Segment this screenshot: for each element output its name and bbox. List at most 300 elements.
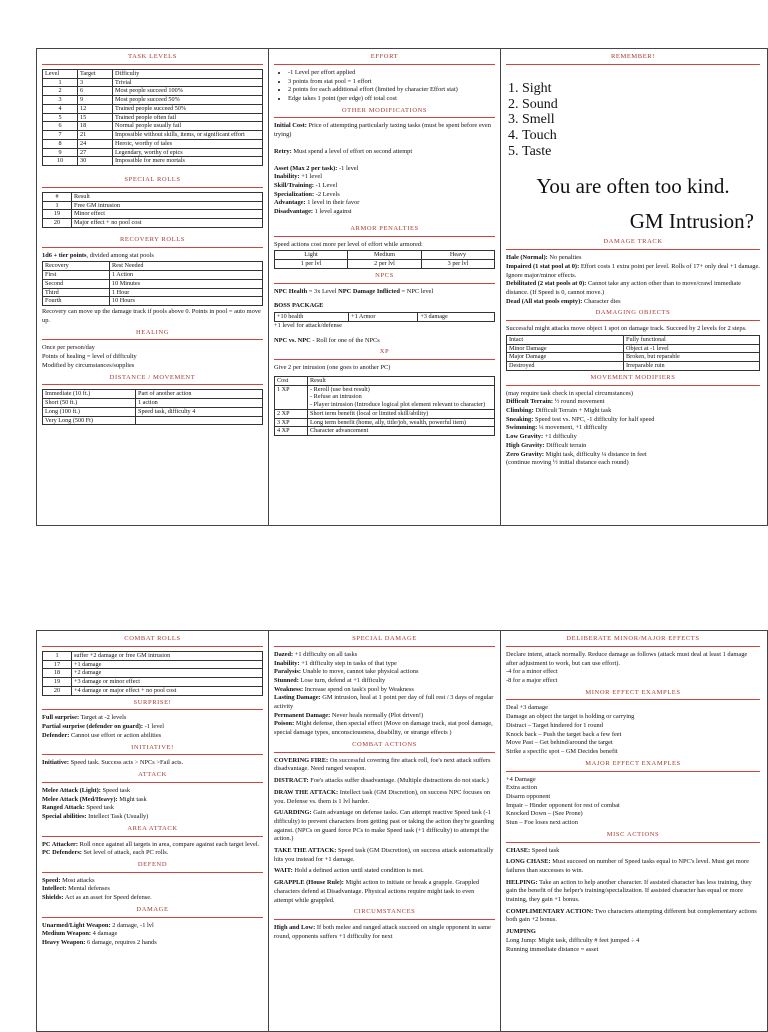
table-cell: 5 <box>43 113 78 122</box>
xp-table <box>274 376 495 436</box>
effort-bullet: • 3 points from stat pool = 1 effort <box>288 78 495 87</box>
item-text: Roll once against all targets in area, compare against each target level. <box>79 840 260 848</box>
table-row <box>43 87 263 96</box>
major-effect-line: Stun – Foe loses next action <box>506 819 578 827</box>
column-header: Heavy <box>421 251 494 260</box>
labeled-item <box>274 809 495 844</box>
specialization-text: -2 Levels <box>315 190 340 198</box>
jumping-line: Long Jump: Might task, difficulty # feet jumped ÷ 4 <box>506 936 640 944</box>
task-levels-table <box>42 69 263 166</box>
item-text: Might task <box>119 795 147 803</box>
item-text: Set level of attack, each PC rolls. <box>83 849 169 857</box>
xp-note: Give 2 per intrusion (one goes to another PC) <box>274 364 391 372</box>
item-label: Partial surprise (defender on guard): <box>42 723 144 731</box>
item-text: Might task, difficulty ¼ distance in feet <box>545 450 647 458</box>
table-cell: 9 <box>78 96 113 105</box>
item-text: Might defense, then special effect (Move on damage track, stat pool damage, special damage types, unconsciousness, disability, or strange effects ) <box>274 720 493 737</box>
impaired-label: Impaired (1 stat pool at 0): <box>506 262 580 270</box>
skill-text: -1 Level <box>315 181 338 189</box>
item-label: HELPING: <box>506 878 538 886</box>
table-row <box>43 131 263 140</box>
item-label: Speed: <box>42 876 61 884</box>
table-cell: 19 <box>43 210 72 219</box>
table-cell: 4 <box>43 104 78 113</box>
section-header-remember: REMEMBER! <box>506 53 760 65</box>
healing-line: Modified by circumstances/supplies <box>42 361 135 369</box>
armor-table <box>274 250 495 269</box>
xp-result-line: - Reroll (use best result) <box>310 385 370 393</box>
table-cell: 3 <box>78 78 113 87</box>
item-label: Low Gravity: <box>506 433 544 441</box>
table-cell: Major effect + no pool cost <box>72 219 263 228</box>
labeled-item <box>274 660 495 669</box>
table-row <box>43 407 263 416</box>
table-cell: 6 <box>43 122 78 131</box>
damage-hale <box>506 254 760 263</box>
item-label: Shields: <box>42 894 64 902</box>
table-cell: 1 Hour <box>110 288 263 297</box>
section-header-surprise: SURPRISE! <box>42 699 263 711</box>
minor-effect-line: Distract – Target hindered for 1 round <box>506 721 603 729</box>
combat-rolls-table <box>42 651 263 696</box>
item-text: Difficult Terrain + Might task <box>535 407 612 415</box>
disadvantage-label: Disadvantage: <box>274 208 314 216</box>
movement-tail: (continue moving ½ initial distance each round) <box>506 459 629 467</box>
recovery-table <box>42 261 263 306</box>
table-row <box>275 385 495 409</box>
section-header-task-levels: TASK LEVELS <box>42 53 263 65</box>
minor-effect-line: Deal +3 damage <box>506 704 548 712</box>
table-cell: 8 <box>43 139 78 148</box>
initiative-label: Initiative: <box>42 759 69 767</box>
item-text: Mental defenses <box>68 885 110 893</box>
item-label: DISTRACT: <box>274 777 309 785</box>
inability-line <box>274 173 495 182</box>
item-text: +1 difficulty step in tasks of that type <box>301 659 397 667</box>
table-cell: 24 <box>78 139 113 148</box>
table-cell: 18 <box>78 122 113 131</box>
item-text: ½ round movement <box>554 398 605 406</box>
table-cell: 1 <box>43 201 72 210</box>
column-header: Rest Needed <box>110 262 263 271</box>
table-cell: Broken, but reparable <box>624 353 760 362</box>
table-cell: 1 <box>43 78 78 87</box>
table-cell: +1 Armor <box>349 313 418 322</box>
healing-line: Once per person/day <box>42 344 95 352</box>
table-cell: 27 <box>78 148 113 157</box>
table-row <box>275 313 495 322</box>
reference-card-bottom <box>36 630 768 1032</box>
sense-item: 5. Taste <box>522 144 760 160</box>
table-row <box>507 353 760 362</box>
xp-result <box>308 427 495 436</box>
table-row <box>43 288 263 297</box>
misc-actions-items <box>506 847 760 926</box>
movement-note: (may require task check in special circumstances) <box>506 389 634 397</box>
deliberate-effects-text: Declare intent, attack normally. Reduce damage as follows (attack must deal at least 1 damage after adjustment to work, but can use effort). <box>506 650 748 667</box>
effort-bullet: • 2 points for each additional effort (limited by character Effort stat) <box>288 86 495 95</box>
section-header-distance: DISTANCE / MOVEMENT <box>42 374 263 386</box>
asset-label: Asset (Max 2 per task): <box>274 164 338 172</box>
item-label: Melee Attack (Light): <box>42 786 101 794</box>
item-label: Heavy Weapon: <box>42 939 86 947</box>
table-cell: 19 <box>43 678 72 687</box>
xp-result <box>308 385 495 409</box>
item-text: +1 difficulty <box>544 433 577 441</box>
labeled-item <box>274 757 495 774</box>
sense-item: 2. Sound <box>522 97 760 113</box>
section-header-npcs: NPCS <box>274 272 495 284</box>
table-row <box>43 219 263 228</box>
table-cell: Part of another action <box>136 390 263 399</box>
effort-list <box>288 69 495 104</box>
item-text: Cannot use effort or action abilities <box>70 731 162 739</box>
special-rolls-table <box>42 192 263 228</box>
item-text: Most attacks <box>62 876 95 884</box>
labeled-item <box>42 894 263 903</box>
item-label: DRAW THE ATTACK: <box>274 788 339 796</box>
table-cell: Most people succeed 50% <box>113 96 263 105</box>
table-cell: 18 <box>43 669 72 678</box>
section-header-special-rolls: SPECIAL ROLLS <box>42 176 263 188</box>
labeled-item <box>506 433 760 442</box>
section-header-damage-track: DAMAGE TRACK <box>506 238 760 250</box>
minor-effect-line: Strike a specific spot – GM Decides benefit <box>506 747 618 755</box>
table-cell: +1 damage <box>72 660 263 669</box>
section-header-damaging-objects: DAMAGING OBJECTS <box>506 309 760 321</box>
major-effect-line: Extra action <box>506 784 538 792</box>
table-row <box>43 390 263 399</box>
special-rolls-rows <box>43 201 263 227</box>
item-text: Take an action to help another character. If assisted character has less training, they gain the benefit of the helper's training/specialization. If assisted character has equal or more training, they gain +1 bonus. <box>506 878 752 904</box>
item-label: Difficult Terrain: <box>506 398 554 406</box>
item-text: Speed test vs. NPC, -1 difficulty for half speed <box>534 415 655 423</box>
labeled-item <box>506 424 760 433</box>
defend-items <box>42 877 263 903</box>
table-cell: Third <box>43 288 110 297</box>
item-text: GM intrusion, heal at 1 point per day of full rest / 3 days of regular activity <box>274 694 494 711</box>
table-row <box>43 669 263 678</box>
item-text: 6 damage, requires 2 hands <box>87 939 157 947</box>
labeled-item <box>274 867 495 876</box>
labeled-item <box>274 777 495 786</box>
labeled-item <box>506 847 760 856</box>
table-cell <box>136 416 263 425</box>
initiative-text: Speed task. Success acts > NPCs >Fail acts. <box>70 759 184 767</box>
item-text: Foe's attacks suffer disadvantage. (Multiple distractions do not stack.) <box>310 777 489 785</box>
labeled-item <box>274 712 495 721</box>
npc-vs-npc-label: NPC vs. NPC <box>274 336 311 344</box>
table-cell: 10 Minutes <box>110 279 263 288</box>
table-cell: Trained people often fail <box>113 113 263 122</box>
labeled-item <box>42 849 263 858</box>
table-cell: Second <box>43 279 110 288</box>
table-row <box>43 139 263 148</box>
minor-effect-line: Damage an object the target is holding or carrying <box>506 713 635 721</box>
item-label: GUARDING: <box>274 809 312 817</box>
advantage-text: 1 level in their favor <box>307 199 360 207</box>
table-cell: Destroyed <box>507 362 624 371</box>
bottom-column-3 <box>501 631 765 1031</box>
labeled-item <box>42 885 263 894</box>
column-header: Medium <box>348 251 422 260</box>
labeled-item <box>274 720 495 737</box>
sense-item: 1. Sight <box>522 81 760 97</box>
high-and-low-label: High and Low: <box>274 924 316 932</box>
retry-label: Retry: <box>274 147 292 155</box>
recovery-intro-bold: 1d6 + tier points <box>42 251 87 259</box>
table-row <box>43 660 263 669</box>
effort-bullet: • Edge takes 1 point (per edge) off total cost <box>288 95 495 104</box>
table-cell: Trained people succeed 50% <box>113 104 263 113</box>
combat-rolls-rows <box>43 651 263 695</box>
recovery-intro-rest: , divided among stat pools <box>86 251 154 259</box>
bottom-column-2 <box>269 631 501 1031</box>
bottom-column-1 <box>37 631 269 1031</box>
section-header-attack: ATTACK <box>42 771 263 783</box>
table-header-row <box>43 192 263 201</box>
table-row <box>275 427 495 436</box>
table-row <box>43 678 263 687</box>
jumping-label-row <box>506 928 760 937</box>
initial-cost <box>274 122 495 139</box>
boss-note: +1 level for attack/defense <box>274 321 343 329</box>
table-cell: 21 <box>78 131 113 140</box>
top-column-3 <box>501 49 765 525</box>
inability-text: +1 level <box>301 173 323 181</box>
table-cell: +4 damage or major effect + no pool cost <box>72 686 263 695</box>
movement-items <box>506 398 760 459</box>
item-text: -1 level <box>144 723 165 731</box>
labeled-item <box>42 804 263 813</box>
section-header-major-effects: MAJOR EFFECT EXAMPLES <box>506 760 760 772</box>
labeled-item <box>274 694 495 711</box>
damaging-objects-rows <box>507 335 760 370</box>
reminder-gm-intrusion: GM Intrusion? <box>629 209 754 234</box>
item-label: Stunned: <box>274 676 299 684</box>
table-row <box>43 651 263 660</box>
advantage-label: Advantage: <box>274 199 306 207</box>
item-text: Gain advantage on defense tasks. Can attempt reactive Speed task (-1 difficulty) to prevent characters from getting past or taking the action they're guarding against. (NPCs on guard force PCs to make Speed task (+1 difficulty) to attempt the action.) <box>274 809 495 843</box>
section-header-effort: EFFORT <box>274 53 495 65</box>
major-effect-line: Disarm opponent <box>506 792 551 800</box>
item-label: Zero Gravity: <box>506 450 545 458</box>
table-cell: Impossible without skills, items, or significant effort <box>113 131 263 140</box>
table-row <box>43 271 263 280</box>
surprise-items <box>42 714 263 740</box>
minor-effect-line: Move Past – Get behind/around the target <box>506 739 613 747</box>
item-text: Might action to initiate or break a grapple. Grappled characters defend at Disadvantage. Physical actions require might task to even attempt while grappled. <box>274 879 480 904</box>
item-text: Speed task <box>86 804 114 812</box>
item-label: COVERING FIRE: <box>274 756 329 764</box>
major-effect-line: Impair – Hinder opponent for rest of combat <box>506 801 620 809</box>
table-cell: Minor effect <box>72 210 263 219</box>
table-header-row <box>275 251 495 260</box>
xp-result-line: - Refuse an intrusion <box>310 393 362 401</box>
major-effect-line: Knocked Down – (See Prone) <box>506 810 583 818</box>
jumping-label: JUMPING <box>506 928 536 936</box>
deliberate-effects-lines <box>506 668 760 685</box>
table-row <box>275 409 495 418</box>
minor-effects-lines <box>506 704 760 756</box>
table-cell: Free GM intrusion <box>72 201 263 210</box>
item-text: 4 damage <box>92 930 118 938</box>
table-row <box>43 157 263 166</box>
item-text: Never heals normally (Plot driven!) <box>331 711 424 719</box>
effort-bullet: • -1 Level per effort applied <box>288 69 495 78</box>
table-cell: 1 action <box>136 399 263 408</box>
labeled-item <box>274 651 495 660</box>
table-header-row <box>43 262 263 271</box>
table-cell: Heroic, worthy of tales <box>113 139 263 148</box>
skill-line <box>274 182 495 191</box>
table-cell: Object at -1 level <box>624 344 760 353</box>
labeled-item <box>506 858 760 875</box>
column-header: # <box>43 192 72 201</box>
damaging-objects-note: Successful might attacks move object 1 spot on damage track. Succeed by 2 levels for 2 steps. <box>506 325 747 333</box>
table-row <box>43 399 263 408</box>
labeled-item <box>42 796 263 805</box>
column-header: Light <box>275 251 348 260</box>
xp-cost: 1 XP <box>275 385 308 409</box>
section-header-movement-modifiers: MOVEMENT MODIFIERS <box>506 374 760 386</box>
item-label: Medium Weapon: <box>42 930 92 938</box>
xp-cost: 3 XP <box>275 418 308 427</box>
retry <box>274 148 495 157</box>
initial-cost-label: Initial Cost: <box>274 122 307 130</box>
column-header: Result <box>308 376 495 385</box>
item-label: COMPLIMENTARY ACTION: <box>506 907 594 915</box>
table-cell: 15 <box>78 113 113 122</box>
hale-label: Hale (Normal): <box>506 254 548 262</box>
xp-result-line: Character advancement <box>310 427 369 435</box>
item-text: Speed task <box>531 846 560 854</box>
hale-text: No penalties <box>549 254 582 262</box>
xp-cost: 4 XP <box>275 427 308 436</box>
table-cell: 30 <box>78 157 113 166</box>
distance-table <box>42 389 263 425</box>
npc-health-text: = 3x Level <box>307 287 339 295</box>
damage-track-lines <box>506 254 760 306</box>
item-text: Lose turn, defend at +1 difficulty <box>300 676 386 684</box>
item-label: WAIT: <box>274 867 293 875</box>
table-row <box>43 297 263 306</box>
item-text: Speed task <box>102 786 131 794</box>
table-row <box>507 335 760 344</box>
healing-lines <box>42 344 263 370</box>
initial-cost-text: Price of attempting particularly taxing tasks (must be spent before even trying) <box>274 122 491 139</box>
table-row <box>507 344 760 353</box>
xp-result-line: Short term benefit (local or limited skill/ability) <box>310 409 429 417</box>
item-label: Poison: <box>274 720 295 728</box>
npc-health <box>274 288 495 297</box>
table-row <box>43 78 263 87</box>
senses-list <box>522 81 760 160</box>
item-text: Increase spend on task's pool by Weakness <box>304 685 414 693</box>
table-cell: 3 <box>43 96 78 105</box>
item-text: ¼ movement, +1 difficulty <box>538 424 608 432</box>
table-cell: Trivial <box>113 78 263 87</box>
inability-label: Inability: <box>274 173 300 181</box>
skill-label: Skill/Training: <box>274 181 315 189</box>
section-header-minor-effects: MINOR EFFECT EXAMPLES <box>506 689 760 701</box>
column-header: Level <box>43 69 78 78</box>
initiative-line <box>42 759 263 768</box>
labeled-item <box>274 668 495 677</box>
table-cell: Major Damage <box>507 353 624 362</box>
labeled-item <box>42 922 263 931</box>
recovery-intro <box>42 252 263 261</box>
table-cell: Long (100 ft.) <box>43 407 136 416</box>
section-header-combat-actions: COMBAT ACTIONS <box>274 741 495 753</box>
disadvantage-text: 1 level against <box>314 208 352 216</box>
npc-vs-npc <box>274 337 495 346</box>
area-attack-items <box>42 841 263 858</box>
table-cell: suffer +2 damage or free GM intrusion <box>72 651 263 660</box>
item-label: Weakness: <box>274 685 304 693</box>
item-label: LONG CHASE: <box>506 858 551 866</box>
deliberate-line: -8 for a major effect <box>506 676 558 684</box>
xp-rows <box>275 385 495 436</box>
retry-text: Must spend a level of effort on second attempt <box>293 147 413 155</box>
recovery-note: Recovery can move up the damage track if pools above 0. Points in pool = auto move up. <box>42 308 261 324</box>
labeled-item <box>42 732 263 741</box>
major-effect-line: +4 Damage <box>506 775 536 783</box>
item-label: Unarmed/Light Weapon: <box>42 921 111 929</box>
labeled-item <box>506 398 760 407</box>
table-cell: +2 damage <box>72 669 263 678</box>
labeled-item <box>42 939 263 948</box>
labeled-item <box>506 451 760 460</box>
table-cell: Fully functional <box>624 335 760 344</box>
table-cell: Fourth <box>43 297 110 306</box>
column-header: Result <box>72 192 263 201</box>
item-label: Swimming: <box>506 424 538 432</box>
table-cell: 1 <box>43 651 72 660</box>
item-label: Lasting Damage: <box>274 694 321 702</box>
combat-actions-items <box>274 757 495 906</box>
item-label: Melee Attack (Med/Heavy): <box>42 795 118 803</box>
section-header-recovery-rolls: RECOVERY ROLLS <box>42 236 263 248</box>
attack-items <box>42 787 263 822</box>
npc-vs-npc-text: - Roll for one of the NPCs <box>310 336 380 344</box>
dead-text: Character dies <box>583 297 621 305</box>
table-cell: Irreparable ruin <box>624 362 760 371</box>
impaired-text: Effort costs 1 extra point per level. Rolls of 17+ only deal +1 damage. Ignore major/minor effects. <box>506 262 760 279</box>
table-cell: Minor Damage <box>507 344 624 353</box>
item-text: On successful covering fire attack roll, foe's next attack suffers disadvantage. Need ranged weapon. <box>274 756 491 773</box>
xp-result-line: Long term benefit (home, ally, title/job, wealth, powerful item) <box>310 418 466 426</box>
modifier-list <box>274 165 495 217</box>
xp-result <box>308 418 495 427</box>
item-label: Paralysis: <box>274 668 301 676</box>
labeled-item <box>274 847 495 864</box>
table-header-row <box>275 376 495 385</box>
table-row <box>43 148 263 157</box>
item-label: Permanent Damage: <box>274 711 331 719</box>
task-levels-rows <box>43 78 263 166</box>
major-effects-lines <box>506 776 760 828</box>
table-cell: 3 per lvl <box>421 260 494 269</box>
item-label: Climbing: <box>506 407 534 415</box>
table-row <box>43 686 263 695</box>
item-label: Full surprise: <box>42 714 80 722</box>
table-cell: Legendary, worthy of epics <box>113 148 263 157</box>
item-text: Two characters attempting different but complementary actions both gain +2 bonus. <box>506 907 757 924</box>
section-header-area-attack: AREA ATTACK <box>42 825 263 837</box>
item-label: Dazed: <box>274 650 294 658</box>
reference-card-top <box>36 48 768 526</box>
